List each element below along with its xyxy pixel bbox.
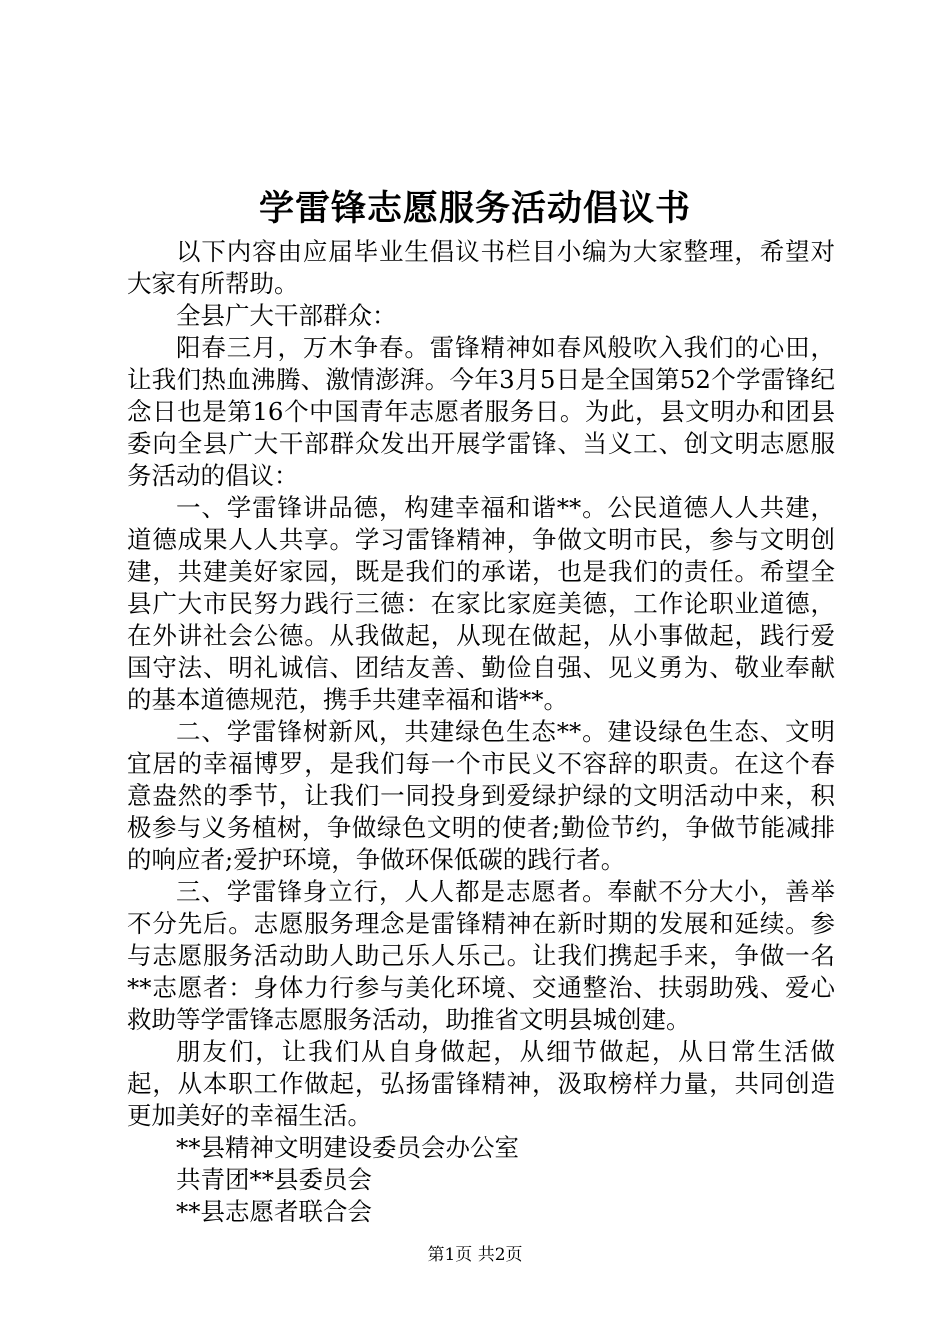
initiative-three-paragraph: 三、学雷锋身立行，人人都是志愿者。奉献不分大小，善举不分先后。志愿服务理念是雷锋精神在新时期的发展和延续。参与志愿服务活动助人助己乐人乐己。让我们携起手来，争做一名**志愿者：身体力行参与美化环境、交通整治、扶弱助残、爱心救助等学雷锋志愿服务活动，助推省文明县城创建。: [127, 877, 835, 1034]
document-title: 学雷锋志愿服务活动倡议书: [258, 188, 691, 229]
intro-paragraph: 以下内容由应届毕业生倡议书栏目小编为大家整理，希望对大家有所帮助。: [127, 237, 835, 298]
signature-line: 共青团**县委员会: [176, 1165, 372, 1194]
body-paragraph: 阳春三月，万木争春。雷锋精神如春风般吹入我们的心田，让我们热血沸腾、激情澎湃。今年3月5日是全国第52个学雷锋纪念日也是第16个中国青年志愿者服务日。为此，县文明办和团县委向全县广大干部群众发出开展学雷锋、当义工、创文明志愿服务活动的倡议：: [127, 333, 835, 490]
page-footer: 第1页 共2页: [427, 1245, 523, 1265]
closing-paragraph: 朋友们，让我们从自身做起，从细节做起，从日常生活做起，从本职工作做起，弘扬雷锋精神，汲取榜样力量，共同创造更加美好的幸福生活。: [127, 1037, 835, 1130]
signature-line: **县志愿者联合会: [176, 1197, 372, 1226]
initiative-two-paragraph: 二、学雷锋树新风，共建绿色生态**。建设绿色生态、文明宜居的幸福博罗，是我们每一个市民义不容辞的职责。在这个春意盎然的季节，让我们一同投身到爱绿护绿的文明活动中来，积极参与义务植树，争做绿色文明的使者;勤俭节约，争做节能减排的响应者;爱护环境，争做环保低碳的践行者。: [127, 717, 835, 874]
initiative-one-paragraph: 一、学雷锋讲品德，构建幸福和谐**。公民道德人人共建，道德成果人人共享。学习雷锋精神，争做文明市民，参与文明创建，共建美好家园，既是我们的承诺，也是我们的责任。希望全县广大市民努力践行三德：在家比家庭美德，工作论职业道德，在外讲社会公德。从我做起，从现在做起，从小事做起，践行爱国守法、明礼诚信、团结友善、勤俭自强、见义勇为、敬业奉献的基本道德规范，携手共建幸福和谐**。: [127, 493, 835, 714]
document-body: [127, 236, 835, 1228]
signature-line: **县精神文明建设委员会办公室: [176, 1133, 519, 1162]
salutation: 全县广大干部群众：: [176, 301, 397, 330]
